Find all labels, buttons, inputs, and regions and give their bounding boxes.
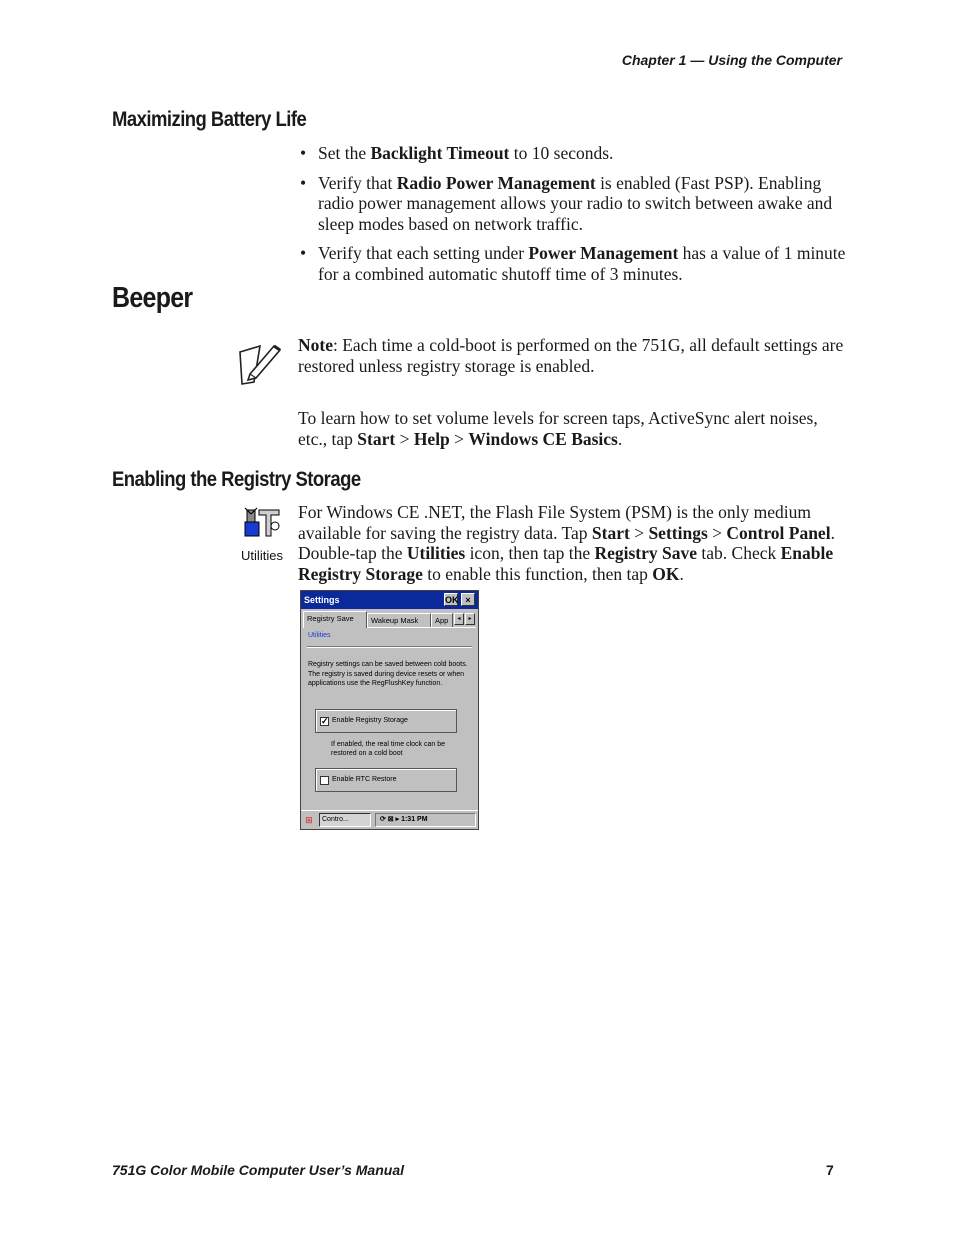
utilities-icon bbox=[238, 506, 286, 563]
settings-titlebar bbox=[301, 591, 478, 609]
para-text: To learn how to set volume levels for screen taps, ActiveSync alert noises, etc., tap bbox=[298, 408, 818, 449]
note-pencil-icon bbox=[236, 338, 282, 391]
registry-description: Registry settings can be saved between cold boots. The registry is saved during device resets or when applications use the RegFlushKey function. bbox=[308, 661, 468, 688]
para-text: tab. Check bbox=[697, 543, 781, 564]
registry-paragraph bbox=[298, 502, 846, 584]
settings-screenshot bbox=[300, 590, 479, 830]
rtc-hint: If enabled, the real time clock can be restored on a cold boot bbox=[331, 741, 446, 757]
para-text: > bbox=[395, 428, 414, 449]
footer-manual-title: 751G Color Mobile Computer User’s Manual bbox=[112, 1162, 404, 1178]
battery-bullet-list bbox=[298, 143, 846, 294]
note-label: Note bbox=[298, 335, 333, 355]
running-head: Chapter 1 — Using the Computer bbox=[621, 52, 842, 68]
tools-icon bbox=[241, 506, 283, 542]
registry-save-panel bbox=[303, 627, 476, 811]
bullet-bold-term: Radio Power Management bbox=[396, 172, 596, 193]
list-item bbox=[298, 243, 846, 284]
bullet-text: is enabled (Fast PSP). Enabling radio power management allows your radio to switch between awake and sleep modes based on network traffic. bbox=[318, 172, 833, 234]
list-item bbox=[298, 143, 846, 164]
bullet-bold-term: Power Management bbox=[528, 243, 679, 264]
para-bold: Enable Registry Storage bbox=[298, 543, 834, 584]
para-bold: Windows CE Basics bbox=[468, 428, 618, 449]
para-text: icon, then tap the bbox=[465, 543, 595, 564]
window-title: Settings bbox=[304, 595, 340, 605]
enable-registry-storage-label[interactable]: Enable Registry Storage bbox=[332, 717, 408, 724]
bullet-text: Verify that each setting under bbox=[318, 243, 529, 264]
para-text: > bbox=[449, 428, 469, 449]
tab-scroll-left-icon[interactable]: ◂ bbox=[454, 613, 464, 625]
para-bold: Control Panel bbox=[726, 522, 831, 543]
utilities-icon-label: Utilities bbox=[241, 548, 283, 563]
tab-registry-save[interactable]: Registry Save bbox=[303, 611, 367, 628]
enable-rtc-restore-group bbox=[315, 768, 457, 792]
taskbar-control-panel-button[interactable]: Contro... bbox=[319, 813, 371, 827]
para-bold: Start bbox=[591, 522, 630, 543]
tab-app[interactable]: App bbox=[431, 613, 453, 627]
bullet-glyph: • bbox=[300, 143, 307, 163]
para-text: to enable this function, then tap bbox=[422, 563, 653, 584]
settings-tabs bbox=[301, 611, 478, 627]
utilities-link[interactable]: Utilities bbox=[308, 632, 331, 639]
taskbar bbox=[301, 810, 478, 829]
bullet-text: to 10 seconds. bbox=[509, 143, 614, 163]
para-text: For Windows CE .NET, the Flash File System (PSM) is the only medium available for saving the registry data. Tap bbox=[298, 502, 811, 543]
para-bold: Settings bbox=[648, 522, 708, 543]
heading-maximizing-battery-life: Maximizing Battery Life bbox=[112, 108, 307, 131]
beeper-paragraph bbox=[298, 408, 846, 449]
close-button[interactable]: × bbox=[461, 593, 475, 606]
para-text: . Double-tap the bbox=[298, 522, 835, 564]
bullet-text: Verify that bbox=[318, 172, 397, 193]
ok-button[interactable]: OK bbox=[445, 595, 459, 605]
divider bbox=[307, 646, 472, 648]
bullet-glyph: • bbox=[300, 243, 307, 264]
bullet-bold-term: Backlight Timeout bbox=[370, 143, 510, 163]
bullet-glyph: • bbox=[300, 172, 307, 193]
para-bold: Registry Save bbox=[594, 543, 698, 564]
para-bold: OK bbox=[652, 563, 680, 584]
para-bold: Start bbox=[357, 428, 396, 449]
para-text: > bbox=[707, 522, 727, 543]
bullet-text: has a value of 1 minute for a combined automatic shutoff time of 3 minutes. bbox=[318, 243, 846, 284]
para-text: > bbox=[629, 522, 649, 543]
note-paragraph bbox=[298, 335, 846, 376]
bullet-text: Set the bbox=[318, 143, 371, 163]
para-bold: Help bbox=[413, 428, 450, 449]
heading-enabling-registry-storage: Enabling the Registry Storage bbox=[112, 468, 361, 491]
note-text: : Each time a cold-boot is performed on the 751G, all default settings are restored unless registry storage is enabled. bbox=[298, 335, 844, 376]
para-text: . bbox=[617, 428, 623, 449]
tab-scroll-right-icon[interactable]: ▸ bbox=[465, 613, 475, 625]
heading-beeper: Beeper bbox=[112, 282, 193, 314]
para-bold: Utilities bbox=[406, 543, 466, 564]
start-flag-icon[interactable]: ⊞ bbox=[305, 815, 313, 825]
list-item bbox=[298, 173, 846, 235]
para-text: . bbox=[679, 563, 684, 584]
footer-page-number: 7 bbox=[826, 1162, 834, 1178]
enable-rtc-restore-checkbox[interactable] bbox=[320, 776, 329, 785]
enable-registry-storage-group bbox=[315, 709, 457, 733]
system-tray: ⟳ ⊠ ▸ 1:31 PM bbox=[375, 813, 476, 827]
tab-wakeup-mask[interactable]: Wakeup Mask bbox=[367, 613, 431, 627]
enable-registry-storage-checkbox[interactable]: ✓ bbox=[321, 716, 329, 726]
enable-rtc-restore-label[interactable]: Enable RTC Restore bbox=[332, 776, 397, 783]
